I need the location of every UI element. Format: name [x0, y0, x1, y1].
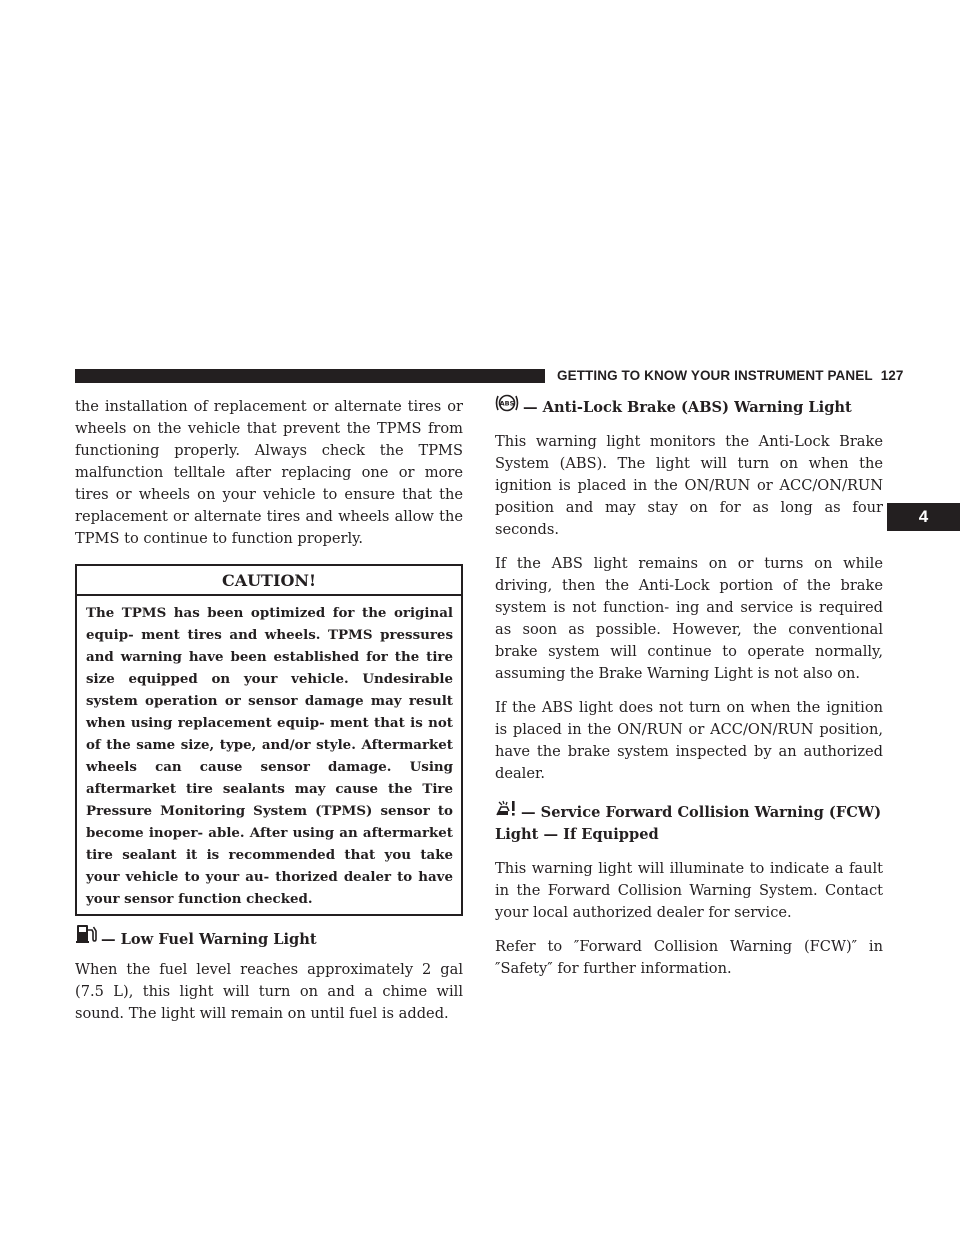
abs-warning-icon [495, 394, 519, 419]
chapter-tab: 4 [887, 503, 960, 531]
running-header [557, 367, 904, 385]
low-fuel-heading [75, 922, 463, 951]
left-column [75, 396, 463, 1025]
fcw-warning-icon [495, 799, 517, 824]
fcw-heading [495, 799, 883, 846]
svg-text:ABS: ABS [499, 399, 515, 408]
page-number: 127 [880, 368, 904, 383]
abs-paragraph-2: If the ABS light remains on or turns on while driving, then the Anti-Lock portion of the brake system is not function- ing and service is required as soon as possible. However, the conventional brake system will continue to operate normally, assuming the Brake Warning Light is not also on. [495, 555, 883, 682]
fuel-pump-icon [75, 922, 97, 951]
fcw-paragraph-2: Refer to ″Forward Collision Warning (FCW)″ in ″Safety″ for further information. [495, 938, 883, 977]
caution-title: CAUTION! [77, 566, 461, 596]
abs-paragraph-1: This warning light monitors the Anti-Lock Brake System (ABS). The light will turn on when the ignition is placed in the ON/RUN or ACC/ON/RUN position and may stay on for as long as four seconds. [495, 433, 883, 538]
fcw-heading-line2: Light — If Equipped [495, 826, 659, 843]
low-fuel-paragraph: When the fuel level reaches approximately 2 gal (7.5 L), this light will turn on and a chime will sound. The light will remain on until fuel is added. [75, 961, 463, 1022]
low-fuel-heading-text: — Low Fuel Warning Light [101, 931, 317, 948]
caution-box [75, 564, 463, 916]
header-rule [75, 369, 545, 383]
abs-heading-text: — Anti-Lock Brake (ABS) Warning Light [523, 399, 852, 416]
header-title: GETTING TO KNOW YOUR INSTRUMENT PANEL [557, 368, 873, 383]
abs-heading [495, 394, 883, 419]
right-column [495, 394, 883, 980]
abs-paragraph-3: If the ABS light does not turn on when the ignition is placed in the ON/RUN or ACC/ON/RUN position, have the brake system inspected by an authorized dealer. [495, 699, 883, 782]
intro-paragraph: the installation of replacement or alternate tires or wheels on the vehicle that prevent the TPMS from functioning properly. Always check the TPMS malfunction telltale after replacing one or more tires or wheels on your vehicle to ensure that the replacement or alternate tires and wheels allow the TPMS to continue to function properly. [75, 398, 463, 547]
fcw-paragraph-1: This warning light will illuminate to indicate a fault in the Forward Collision Warning System. Contact your local authorized dealer for service. [495, 860, 883, 921]
fcw-heading-line1: — Service Forward Collision Warning (FCW) [521, 804, 882, 821]
caution-body: The TPMS has been optimized for the original equip- ment tires and wheels. TPMS pressures and warning have been established for the tire size equipped on your vehicle. Undesirable system operation or sensor damage may result when using replacement equip- ment that is not of the same size, type, and/or style. Aftermarket wheels can cause sensor damage. Using aftermarket tire sealants may cause the Tire Pressure Monitoring System (TPMS) sensor to become inoper- able. After using an aftermarket tire sealant it is recommended that you take your vehicle to your au- thorized dealer to have your sensor function checked. [86, 605, 453, 907]
